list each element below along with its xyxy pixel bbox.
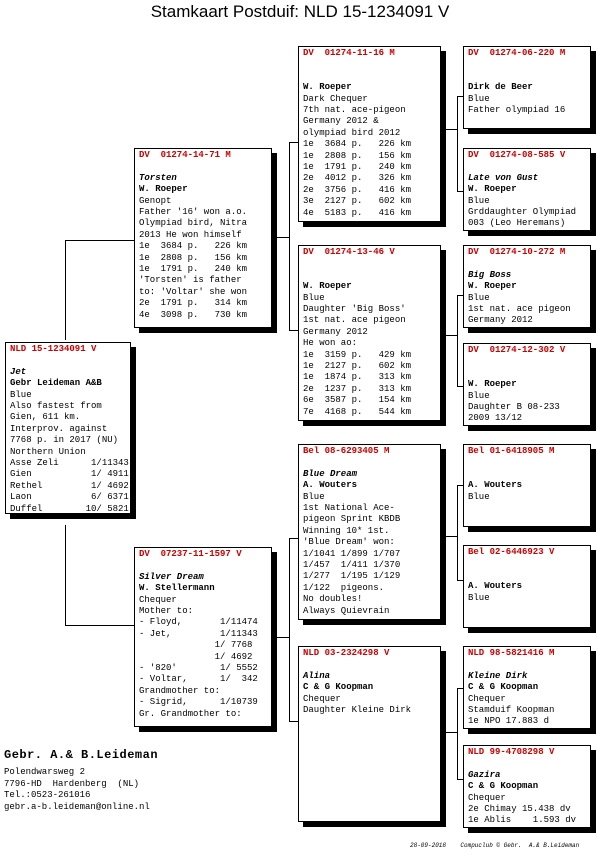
info-line: Winning 10* 1st. xyxy=(303,525,390,536)
spacer xyxy=(468,758,586,769)
spacer xyxy=(468,161,586,172)
info-line: He won ao: xyxy=(303,338,358,349)
info-line: - Floyd, 1/11474 xyxy=(139,617,258,628)
pigeon-card-mm-father xyxy=(463,646,591,729)
info-line: Germany 2012 xyxy=(468,315,533,326)
owner-name: W. Roeper xyxy=(468,184,517,195)
info-line: Blue xyxy=(468,592,490,603)
breeder-address: Polendwarsweg 2 xyxy=(4,767,86,777)
info-line: 1e 1791 p. 240 km xyxy=(303,162,412,173)
info-line: 1/1041 1/899 1/707 xyxy=(303,548,401,559)
ring-number: DV 01274-08-585 V xyxy=(468,150,566,160)
connector-line xyxy=(441,732,457,733)
info-line: 2009 13/12 xyxy=(468,413,523,424)
info-line: Rethel 1/ 4692 xyxy=(10,480,129,491)
info-line: olympiad bird 2012 xyxy=(303,127,401,138)
info-line: Laon 6/ 6371 xyxy=(10,492,129,503)
ring-number: DV 07237-11-1597 V xyxy=(139,549,242,559)
info-line: 1/ 4692 xyxy=(139,651,253,662)
info-line: 3e 2127 p. 602 km xyxy=(303,196,412,207)
ring-number: DV 01274-06-220 M xyxy=(468,48,566,58)
info-line: Blue xyxy=(468,491,490,502)
ring-number: NLD 98-5821416 M xyxy=(468,648,555,658)
connector-line xyxy=(457,295,458,387)
info-line: Gien 1/ 4911 xyxy=(10,469,129,480)
spacer xyxy=(303,659,436,670)
breeder-name: Gebr. A.& B.Leideman xyxy=(4,748,159,762)
info-line: Father olympiad 16 xyxy=(468,105,566,115)
ring-number: NLD 15-1234091 V xyxy=(10,344,97,354)
info-line: to: 'Voltar' she won xyxy=(139,286,248,297)
info-line: Blue xyxy=(303,292,325,303)
spacer xyxy=(139,161,267,172)
connector-line xyxy=(457,96,458,192)
connector-line xyxy=(65,240,66,340)
ring-number: Bel 02-6446923 V xyxy=(468,547,555,557)
connector-line xyxy=(457,485,458,581)
spacer xyxy=(303,270,436,281)
pigeon-card-fm-father xyxy=(463,245,591,328)
pigeon-card-father-mother xyxy=(298,245,441,421)
print-stamp: 28-09-2018 Compuclub © Gebr. A.& B.Leideman xyxy=(410,842,580,849)
info-line: 7768 p. in 2017 (NU) xyxy=(10,435,119,446)
owner-name: A. Wouters xyxy=(468,581,523,592)
info-line: Germany 2012 xyxy=(303,326,368,337)
breeder-phone: Tel.:0523-261016 xyxy=(4,790,91,801)
pigeon-card-ff-father xyxy=(463,46,591,129)
info-line: Germany 2012 & xyxy=(303,116,379,127)
spacer xyxy=(468,570,586,581)
ring-number: NLD 03-2324298 V xyxy=(303,648,390,658)
info-line: - Voltar, 1/ 342 xyxy=(139,674,258,685)
info-line: Daughter Kleine Dirk xyxy=(303,705,412,716)
info-line: 2e 3756 p. 416 km xyxy=(303,184,412,195)
info-line: Chequer xyxy=(468,792,506,803)
pigeon-name: Blue Dream xyxy=(303,468,358,479)
spacer xyxy=(468,59,586,70)
spacer xyxy=(468,558,586,569)
info-line: Blue xyxy=(468,390,490,401)
info-line: Daughter 'Big Boss' xyxy=(303,304,406,314)
info-line: Mother to: xyxy=(139,606,194,617)
info-line: Gr. Grandmother to: xyxy=(139,708,242,719)
info-line: 1e 3684 p. 226 km xyxy=(139,241,248,252)
connector-line xyxy=(289,142,298,143)
info-line: Olympiad bird, Nitra xyxy=(139,218,248,229)
info-line: 'Torsten' is father xyxy=(139,275,242,286)
pigeon-card-father-father xyxy=(298,46,441,222)
owner-name: C & G Koopman xyxy=(468,682,539,693)
ring-number: DV 01274-11-16 M xyxy=(303,48,395,58)
spacer xyxy=(468,356,586,367)
info-line: Blue xyxy=(303,491,325,502)
spacer xyxy=(303,59,436,70)
info-line: 1e 3159 p. 429 km xyxy=(303,349,412,360)
owner-name: W. Roeper xyxy=(139,184,188,195)
owner-name: W. Roeper xyxy=(468,281,517,292)
info-line: Chequer xyxy=(139,594,177,605)
info-line: Chequer xyxy=(468,693,506,704)
info-line: Genopt xyxy=(139,195,172,206)
info-line: Asse Zeli 1/11343 xyxy=(10,458,129,469)
pigeon-name: Alina xyxy=(303,670,331,681)
info-line: 2e 1791 p. 314 km xyxy=(139,298,248,309)
owner-name: A. Wouters xyxy=(303,480,358,491)
info-line: 7e 4168 p. 544 km xyxy=(303,406,412,417)
owner-name: Gebr Leideman A&B xyxy=(10,378,102,389)
connector-line xyxy=(441,536,457,537)
info-line: Grddaughter Olympiad xyxy=(468,207,577,218)
info-line: 2013 He won himself xyxy=(139,229,242,240)
pigeon-card-mother-father xyxy=(298,444,441,620)
owner-name: W. Roeper xyxy=(303,82,352,93)
connector-line xyxy=(289,142,290,331)
ring-number: DV 01274-13-46 V xyxy=(303,247,395,257)
pigeon-card-mother xyxy=(134,547,272,727)
ring-number: DV 01274-14-71 M xyxy=(139,150,231,160)
connector-line xyxy=(457,688,458,780)
info-line: 4e 5183 p. 416 km xyxy=(303,207,412,218)
breeder-email[interactable]: gebr.a-b.leideman@online.nl xyxy=(4,801,150,812)
connector-line xyxy=(441,335,457,336)
info-line: 7th nat. ace-pigeon xyxy=(303,105,406,115)
info-line: 1e Ablis 1.593 dv xyxy=(468,815,577,826)
info-line: 'Blue Dream' won: xyxy=(303,537,395,548)
info-line: Blue xyxy=(468,292,490,303)
spacer xyxy=(468,469,586,480)
info-line: 1/ 7768 xyxy=(139,640,253,651)
pigeon-card-mm-mother xyxy=(463,745,591,828)
connector-line xyxy=(65,240,135,241)
info-line: 1e 1791 p. 240 km xyxy=(139,264,248,275)
info-line: 4e 3098 p. 730 km xyxy=(139,309,248,320)
info-line: Northern Union xyxy=(10,446,86,457)
info-line: 1/277 1/195 1/129 xyxy=(303,571,401,582)
info-line: 1st nat. ace pigeon xyxy=(303,315,406,326)
info-line: Chequer xyxy=(303,693,341,704)
info-line: 1/122 pigeons. xyxy=(303,582,385,593)
pigeon-card-mother-mother xyxy=(298,646,441,822)
pigeon-card-ff-mother xyxy=(463,148,591,231)
info-line: 1e 1874 p. 313 km xyxy=(303,372,412,383)
connector-line xyxy=(65,625,135,626)
info-line: 2e 1237 p. 313 km xyxy=(303,383,412,394)
connector-line xyxy=(289,330,298,331)
pigeon-card-father xyxy=(134,148,272,328)
info-line: - '820' 1/ 5552 xyxy=(139,663,258,674)
connector-line xyxy=(289,538,298,539)
breeder-footer xyxy=(4,747,158,813)
info-line: 1st National Ace- xyxy=(303,503,395,514)
info-line: 1e 3684 p. 226 km xyxy=(303,139,412,150)
info-line: Blue xyxy=(468,93,490,104)
info-line: Dark Chequer xyxy=(303,93,368,104)
owner-name: A. Wouters xyxy=(468,480,523,491)
pigeon-card-mf-mother xyxy=(463,545,591,628)
connector-line xyxy=(272,637,289,638)
owner-name: W. Roeper xyxy=(303,281,352,292)
pigeon-name: Jet xyxy=(10,366,27,377)
info-line: Always Quievrain xyxy=(303,605,390,616)
info-line: 6e 3587 p. 154 km xyxy=(303,395,412,406)
pigeon-name: Kleine Dirk xyxy=(468,670,528,681)
info-line: 2e Chimay 15.438 dv xyxy=(468,804,571,815)
info-line: - Sigrid, 1/10739 xyxy=(139,697,258,708)
spacer xyxy=(468,71,586,82)
pigeon-name: Big Boss xyxy=(468,269,512,280)
ring-number: NLD 99-4708298 V xyxy=(468,747,555,757)
info-line: Duffel 10/ 5821 xyxy=(10,503,129,514)
spacer xyxy=(468,457,586,468)
info-line: Grandmother to: xyxy=(139,685,221,696)
info-line: pigeon Sprint KBDB xyxy=(303,514,401,525)
info-line: 1st nat. ace pigeon xyxy=(468,304,571,315)
pigeon-name: Silver Dream xyxy=(139,571,204,582)
info-line: Father '16' won a.o. xyxy=(139,207,248,218)
owner-name: C & G Koopman xyxy=(303,682,374,693)
ring-number: DV 01274-12-302 V xyxy=(468,345,566,355)
owner-name: W. Roeper xyxy=(468,379,517,390)
info-line: Interprov. against xyxy=(10,423,108,434)
info-line: 1/457 1/411 1/370 xyxy=(303,560,401,571)
spacer xyxy=(10,355,126,366)
spacer xyxy=(303,71,436,82)
pigeon-name: Late von Gust xyxy=(468,172,539,183)
info-line: No doubles! xyxy=(303,594,363,605)
ring-number: Bel 01-6418905 M xyxy=(468,446,555,456)
info-line: 1e NPO 17.883 d xyxy=(468,716,550,727)
pigeon-name: Gazira xyxy=(468,769,501,780)
info-line: Blue xyxy=(468,195,490,206)
owner-name: C & G Koopman xyxy=(468,781,539,792)
info-line: Gien, 611 km. xyxy=(10,412,81,423)
connector-line xyxy=(65,525,66,625)
breeder-city: 7796-HD Hardenberg (NL) xyxy=(4,778,140,789)
info-line: 1e 2808 p. 156 km xyxy=(303,150,412,161)
info-line: 2e 4012 p. 326 km xyxy=(303,173,412,184)
owner-name: W. Stellermann xyxy=(139,583,215,594)
pigeon-name: Torsten xyxy=(139,172,177,183)
spacer xyxy=(468,659,586,670)
spacer xyxy=(468,258,586,269)
connector-line xyxy=(441,129,457,130)
connector-line xyxy=(289,721,298,722)
info-line: - Jet, 1/11343 xyxy=(139,628,258,639)
connector-line xyxy=(272,237,289,238)
owner-name: Dirk de Beer xyxy=(468,82,533,93)
ring-number: Bel 08-6293405 M xyxy=(303,446,390,456)
pigeon-card-main xyxy=(5,342,131,514)
info-line: Blue xyxy=(10,389,32,400)
info-line: 1e 2127 p. 602 km xyxy=(303,361,412,372)
pigeon-card-mf-father xyxy=(463,444,591,527)
connector-line xyxy=(289,538,290,722)
spacer xyxy=(139,560,267,571)
info-line: Daughter B 08-233 xyxy=(468,402,560,412)
info-line: Stamduif Koopman xyxy=(468,705,555,716)
page-title: Stamkaart Postduif: NLD 15-1234091 V xyxy=(150,2,450,21)
spacer xyxy=(303,457,436,468)
info-line: 1e 2808 p. 156 km xyxy=(139,252,248,263)
pigeon-card-fm-mother xyxy=(463,343,591,426)
spacer xyxy=(468,368,586,379)
spacer xyxy=(303,258,436,269)
ring-number: DV 01274-10-272 M xyxy=(468,247,566,257)
info-line: 003 (Leo Heremans) xyxy=(468,218,566,229)
info-line: Also fastest from xyxy=(10,401,102,412)
